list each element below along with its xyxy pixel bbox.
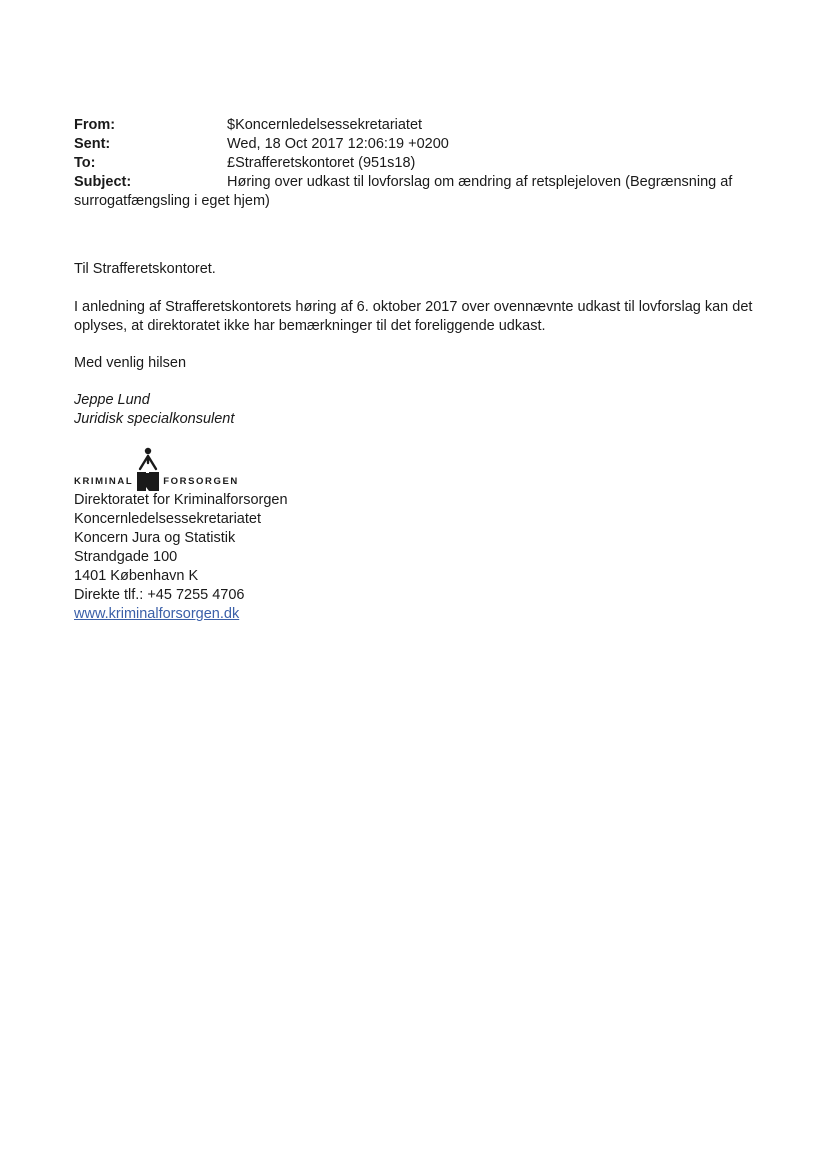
signature-name: Jeppe Lund [74,392,150,408]
address-line: Koncernledelsessekretariatet [74,511,261,527]
kriminalforsorgen-logo [74,447,754,491]
sent-row [74,135,754,154]
to-label: To: [74,155,96,171]
logo-right-word: FORSORGEN [163,476,239,487]
to-row [74,154,754,173]
address-block [74,491,754,624]
address-line: Direktoratet for Kriminalforsorgen [74,492,288,508]
phone-line: Direkte tlf.: +45 7255 4706 [74,587,245,603]
signature-title: Juridisk specialkonsulent [74,411,235,427]
body-paragraph [74,298,754,336]
sent-value: Wed, 18 Oct 2017 12:06:19 +0200 [227,136,449,152]
signature-block [74,391,754,429]
subject-label: Subject: [74,174,132,190]
subject-row [74,173,754,192]
address-line: Koncern Jura og Statistik [74,530,236,546]
logo-left-word: KRIMINAL [74,476,134,487]
body-paragraph-line: oplyses, at direktoratet ikke har bemærkninger til det foreliggende udkast. [74,318,546,334]
greeting: Til Strafferetskontoret. [74,261,216,277]
from-row [74,116,754,135]
sent-label: Sent: [74,136,111,152]
to-value: £Strafferetskontoret (951s18) [227,155,416,171]
closing: Med venlig hilsen [74,355,187,371]
subject-continuation: surrogatfængsling i eget hjem) [74,193,270,209]
website-link[interactable]: www.kriminalforsorgen.dk [74,606,240,622]
from-label: From: [74,117,116,133]
email-document [74,116,754,624]
email-header [74,116,754,211]
address-line: Strandgade 100 [74,549,178,565]
body-paragraph-line: I anledning af Strafferetskontorets høring af 6. oktober 2017 over ovennævnte udkast til lovforslag kan det [74,299,753,315]
from-value: $Koncernledelsessekretariatet [227,117,423,133]
address-line: 1401 København K [74,568,199,584]
walking-figure-icon [135,447,161,491]
subject-value: Høring over udkast til lovforslag om ændring af retsplejeloven (Begrænsning af [227,174,733,190]
